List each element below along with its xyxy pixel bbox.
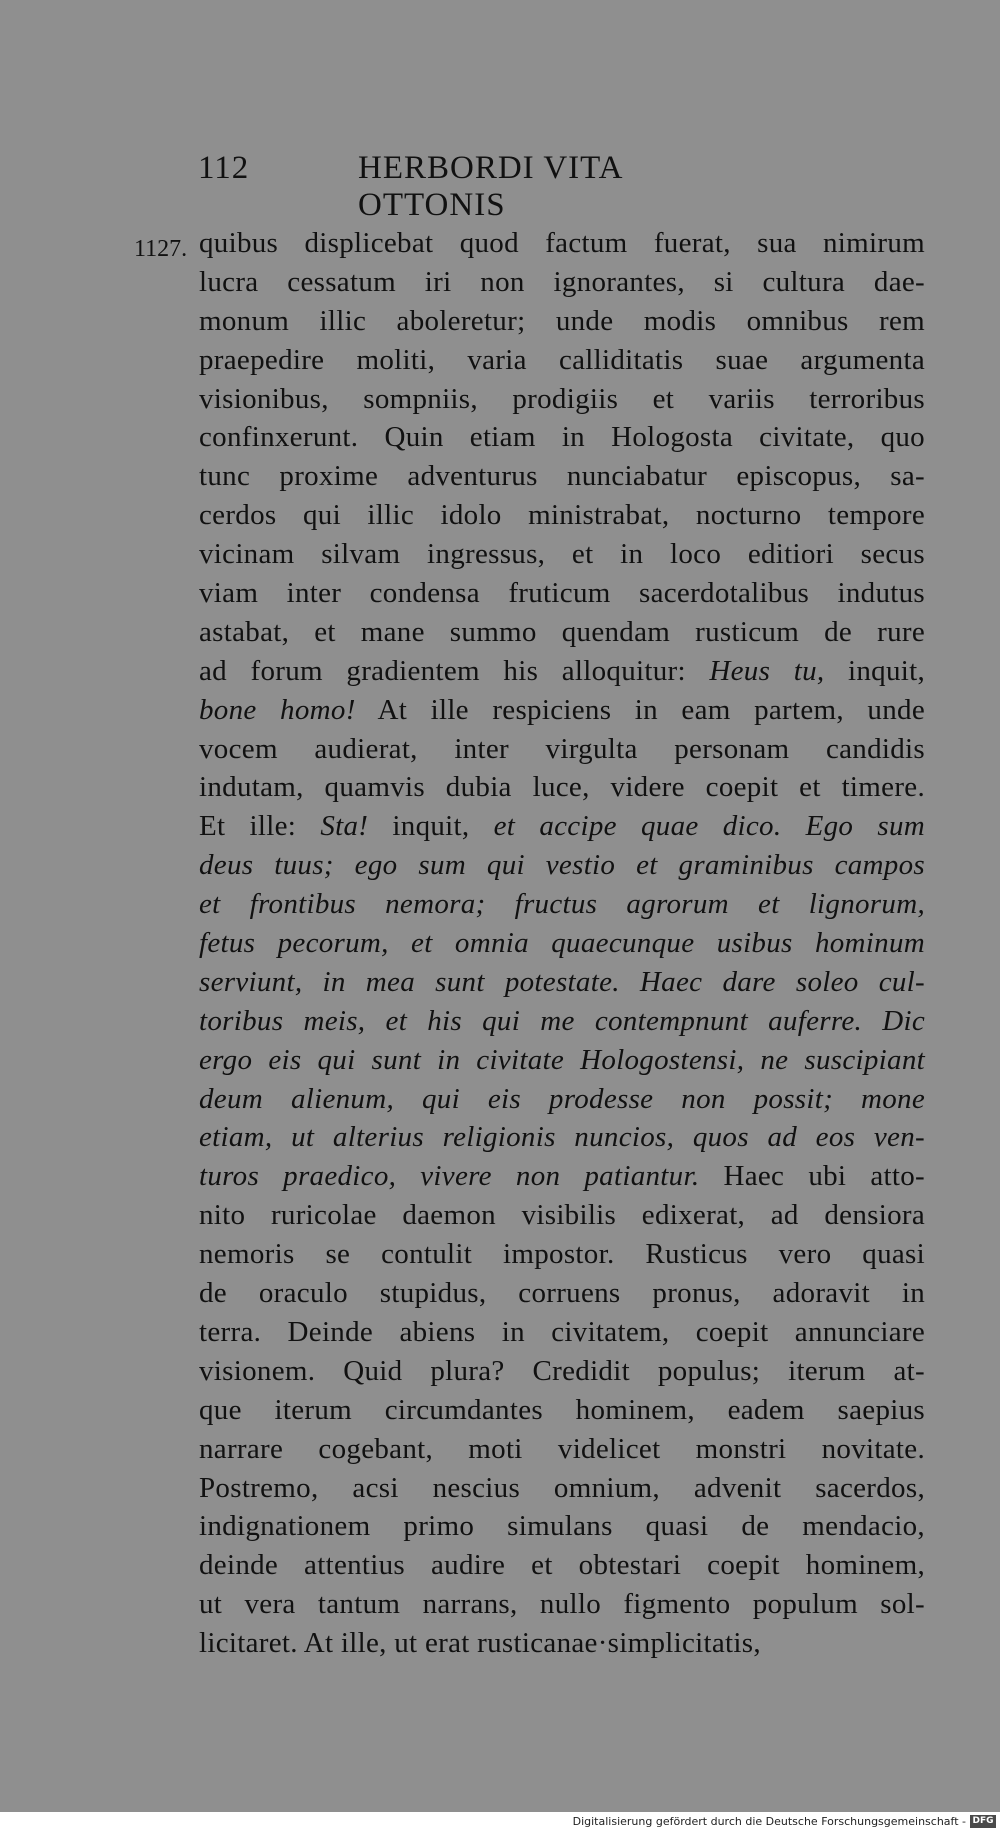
- text-line: [199, 1080, 925, 1119]
- margin-year-note: 1127.: [134, 236, 188, 262]
- text-span: astabat, et mane summo quendam rusticum de rure: [199, 615, 925, 648]
- text-line: [199, 224, 925, 263]
- text-line: [199, 1469, 925, 1508]
- text-span: visionibus, sompniis, prodigiis et variis terroribus: [199, 382, 925, 415]
- text-line: [199, 1352, 925, 1391]
- italic-text: toribus meis, et his qui me contempnunt auferre. Dic: [199, 1004, 925, 1037]
- text-line: [199, 496, 925, 535]
- text-line: [199, 302, 925, 341]
- funding-credit: Digitalisierung gefördert durch die Deutsche Forschungsgemeinschaft -: [572, 1815, 966, 1828]
- text-span: At ille respiciens in eam partem, unde: [355, 693, 925, 726]
- text-span: monum illic aboleretur; unde modis omnibus rem: [199, 304, 925, 337]
- text-span: nito ruricolae daemon visibilis edixerat, ad densiora: [199, 1199, 925, 1232]
- text-span: vicinam silvam ingressus, et in loco editiori secus: [199, 538, 925, 571]
- text-span: Postremo, acsi nescius omnium, advenit sacerdos,: [199, 1471, 925, 1504]
- text-span: Haec ubi atto-: [699, 1160, 926, 1193]
- text-line: [199, 341, 925, 380]
- text-line: [199, 1118, 925, 1157]
- text-line: [199, 457, 925, 496]
- italic-text: bone homo!: [199, 693, 356, 726]
- italic-text: serviunt, in mea sunt potestate. Haec dare soleo cul-: [199, 965, 925, 998]
- body-text: [199, 224, 925, 1663]
- text-line: [199, 1041, 925, 1080]
- text-line: [199, 691, 925, 730]
- italic-text: Heus tu,: [709, 654, 825, 687]
- text-line: [199, 574, 925, 613]
- text-span: visionem. Quid plura? Credidit populus; iterum at-: [199, 1354, 925, 1387]
- italic-text: ergo eis qui sunt in civitate Hologostensi, ne suscipiant: [199, 1043, 925, 1076]
- text-line: [199, 924, 925, 963]
- text-line: [199, 263, 925, 302]
- text-line: [199, 613, 925, 652]
- page-number: 112: [198, 150, 250, 186]
- text-line: [199, 1391, 925, 1430]
- text-line: [199, 1585, 925, 1624]
- text-span: praepedire moliti, varia calliditatis suae argumenta: [199, 343, 925, 376]
- text-span: inquit,: [368, 810, 494, 843]
- text-line: [199, 807, 925, 846]
- text-span: confinxerunt. Quin etiam in Hologosta civitate, quo: [199, 421, 925, 454]
- text-line: [199, 652, 925, 691]
- text-span: tunc proxime adventurus nunciabatur episcopus, sa-: [199, 460, 925, 493]
- italic-text: fetus pecorum, et omnia quaecunque usibus hominum: [199, 927, 925, 960]
- dfg-logo-icon: DFG: [970, 1815, 996, 1828]
- text-span: ad forum gradientem his alloquitur:: [199, 654, 710, 687]
- text-span: terra. Deinde abiens in civitatem, coepit annunciare: [199, 1315, 925, 1348]
- text-span: indutam, quamvis dubia luce, videre coepit et timere.: [199, 771, 925, 804]
- text-line: [199, 380, 925, 419]
- text-span: licitaret. At ille, ut erat rusticanae·simplicitatis,: [199, 1627, 761, 1660]
- italic-text: et frontibus nemora; fructus agrorum et lignorum,: [199, 888, 925, 921]
- text-line: [199, 885, 925, 924]
- italic-text: deum alienum, qui eis prodesse non possit; mone: [199, 1082, 925, 1115]
- text-line: [199, 1546, 925, 1585]
- text-line: [199, 535, 925, 574]
- text-line: [199, 1507, 925, 1546]
- italic-text: deus tuus; ego sum qui vestio et graminibus campos: [199, 849, 925, 882]
- text-line: [199, 1274, 925, 1313]
- text-span: que iterum circumdantes hominem, eadem saepius: [199, 1393, 925, 1426]
- footer-bar: [0, 1812, 1000, 1831]
- text-line: [199, 418, 925, 457]
- text-line: [199, 1157, 925, 1196]
- text-line: [199, 1196, 925, 1235]
- text-line: [199, 730, 925, 769]
- text-span: inquit,: [824, 654, 926, 687]
- text-span: de oraculo stupidus, corruens pronus, adoravit in: [199, 1277, 925, 1310]
- italic-text: Sta!: [320, 810, 369, 843]
- text-span: vocem audierat, inter virgulta personam candidis: [199, 732, 925, 765]
- text-span: Et ille:: [199, 810, 321, 843]
- italic-text: turos praedico, vivere non patiantur.: [199, 1160, 700, 1193]
- text-span: deinde attentius audire et obtestari coepit hominem,: [199, 1549, 925, 1582]
- text-span: quibus displicebat quod factum fuerat, sua nimirum: [199, 227, 925, 259]
- italic-text: etiam, ut alterius religionis nuncios, quos ad eos ven-: [199, 1121, 925, 1154]
- text-span: indignationem primo simulans quasi de mendacio,: [199, 1510, 925, 1543]
- text-line: [199, 1624, 925, 1663]
- text-line: [199, 1313, 925, 1352]
- text-span: cerdos qui illic idolo ministrabat, nocturno tempore: [199, 499, 925, 532]
- italic-text: et accipe quae dico. Ego sum: [493, 810, 925, 843]
- text-line: [199, 963, 925, 1002]
- running-header: [198, 150, 768, 223]
- text-span: lucra cessatum iri non ignorantes, si cultura dae-: [199, 265, 925, 298]
- text-span: ut vera tantum narrans, nullo figmento populum sol-: [199, 1588, 925, 1621]
- text-span: nemoris se contulit impostor. Rusticus vero quasi: [199, 1238, 925, 1271]
- text-line: [199, 1430, 925, 1469]
- text-line: [199, 1002, 925, 1041]
- text-span: narrare cogebant, moti videlicet monstri novitate.: [199, 1432, 925, 1465]
- text-line: [199, 846, 925, 885]
- running-title: HERBORDI VITA OTTONIS: [358, 150, 622, 223]
- text-line: [199, 768, 925, 807]
- text-span: viam inter condensa fruticum sacerdotalibus indutus: [199, 577, 925, 610]
- text-line: [199, 1235, 925, 1274]
